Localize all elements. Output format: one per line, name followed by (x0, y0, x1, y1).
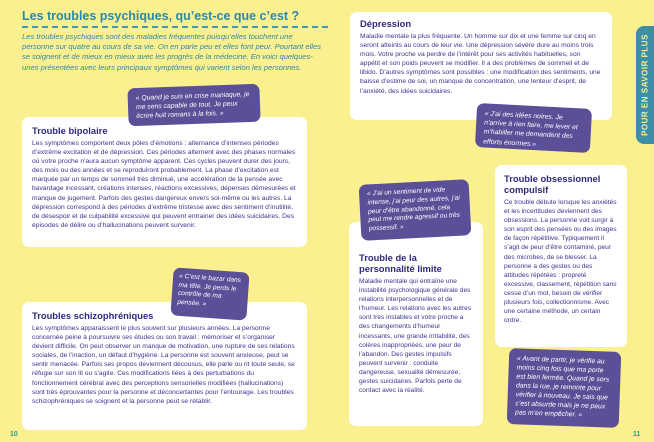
card-body: Les symptômes comportent deux pôles d’émotions : alternance d’intenses périodes d’extrême excitation et de dépression. Ces périodes alternent avec des phases normales où votre proche n’aura aucun symptôme apparent. Ces cycles peuvent durer des jours, des mois ou des années et se reproduiront probablement. La phase d’excitation est marquée par un temps de sommeil très diminué, une accélération de la pensée avec bavardage incessant, créations intenses, réactions excessives, dépenses démesurées et manque de jugement. Parfois des gestes dangereux envers soi-même ou les autres. La dépression correspond à des périodes d’extrême tristesse avec des sentiment d’inutilité, de désespoir et de culpabilité excessive qui peuvent entrainer des idées suicidaires. Des épisodes de délire ou d’hallucinations peuvent survenir. (32, 140, 296, 229)
card-schizo (22, 302, 307, 430)
page-title: Les troubles psychiques, qu’est-ce que c’est ? (22, 9, 300, 23)
more-info-label: POUR EN SAVOIR PLUS (640, 34, 650, 136)
card-bipolar (22, 117, 307, 247)
card-title: Dépression (360, 18, 412, 29)
quote-borderline: « J’ai un sentiment de vide intense, j’ai peur des autres, j’ai peur d’être abandonné, cela peut me rendre agressif ou très possessif. » (359, 179, 472, 241)
quote-depression: « J’ai des idées noires. Je n’arrive à rien faire, me lever et m’habiller me demandent des efforts énormes.» (475, 103, 592, 153)
quote-schizo: « C’est le bazar dans ma tête. Je perds le contrôle de ma pensée. » (170, 267, 249, 320)
more-info-tab (636, 26, 654, 144)
card-title: Trouble obsessionnel compulsif (504, 173, 601, 195)
card-body: Ce trouble débute lorsque les anxiétés et les incertitudes deviennent des obsessions. La personne voit surgir à son esprit des pensées ou des images de façon répétitive. Typiquement il s’agit de peur d’être contaminé, peur des microbes, de se blesser. La personne a des gestes ou des attitudes répétées : propreté excessive, classement, répétition sans cesse d’un mot, besoin de vérifier plusieurs fois, collectionnisme. Avec une certaine méthode, un certain ordre. (504, 199, 617, 325)
card-ocd (495, 165, 627, 347)
card-title: Trouble bipolaire (32, 125, 108, 136)
card-title: Troubles schizophréniques (32, 310, 154, 321)
quote-bipolar: « Quand je suis en crise maniaque, je me sens capable de tout. Je peux écrire huit romans à la fois. » (127, 84, 260, 127)
page-number-right: 11 (633, 431, 641, 438)
card-title: Trouble de la personnalité limite (359, 252, 442, 274)
card-body: Maladie mentale la plus fréquente. Un homme sur dix et une femme sur cinq en seront atteints au cours de leur vie. Une dépression sévère dure au moins trois mois. Votre proche va perdre de l’intérêt pour ses activités habituelles, son appétit et son poids peuvent se modifier. Il a des problèmes de sommeil et de libido. D’autres symptômes sont possibles : une modification des sentiments, une baisse d’estime de soi, un manque de concentration, une lenteur d’esprit, de l’anxiété, des idées suicidaires. (360, 33, 601, 95)
card-borderline (349, 222, 483, 426)
intro-text: Les troubles psychiques sont des maladies fréquentes puisqu’elles touchent une personne sur quatre au cours de sa vie. On en parle peu et elles font peur. Pourtant elles se soignent et de mieux en mieux avec les progrès de la médecine. En voici quelques-unes présentées avec leurs principaux symptômes qui varient selon les personnes. (22, 32, 322, 72)
quote-ocd: « Avant de partir, je vérifie au moins cinq fois que ma porte est bien fermée. Quand je sors dans la rue, je remonte pour vérifier à nouveau. Je sais que c’est absurde mais je ne peux pas m’en empêcher. » (507, 348, 622, 428)
card-body: Maladie mentale qui entraîne une instabilité psychologique générale des relations interpersonnelles et de l’humeur. Les relations avec les autres sont très instables et votre proche a des changements d’humeur incessants, une grande irritabilité, des colères inappropriées, une peur de l’abandon. Des gestes impulsifs peuvent survenir : conduite dangereuse, sexualité démesurée, gestes suicidaires. Parfois perte de contact avec la réalité. (359, 278, 472, 395)
page-number-left: 10 (10, 431, 18, 438)
title-divider (22, 26, 328, 28)
card-body: Les symptômes apparaissent le plus souvent sur plusieurs années. La personne concernée peine à poursuivre ses études ou son travail : mémoriser et s’organiser devient difficile. On peut observer un manque de motivation, une rupture de ses relations sociales, de l’inaction, un défaut d’hygiène. La personne est souvent anxieuse, peut se sentir menacée. Parfois ses propos deviennent décousus, elle parle ou rit toute seule, se réfugie sur son lit ou s’agite. Ces modifications liées à des perturbations du fonctionnement cérébral avec des perceptions sensorielles modifiées (hallucinations) sont très éprouvantes pour la personne et déconcertantes pour l’entourage. Les troubles schizophréniques se soignent et la personne peut se rétablir. (32, 325, 295, 405)
